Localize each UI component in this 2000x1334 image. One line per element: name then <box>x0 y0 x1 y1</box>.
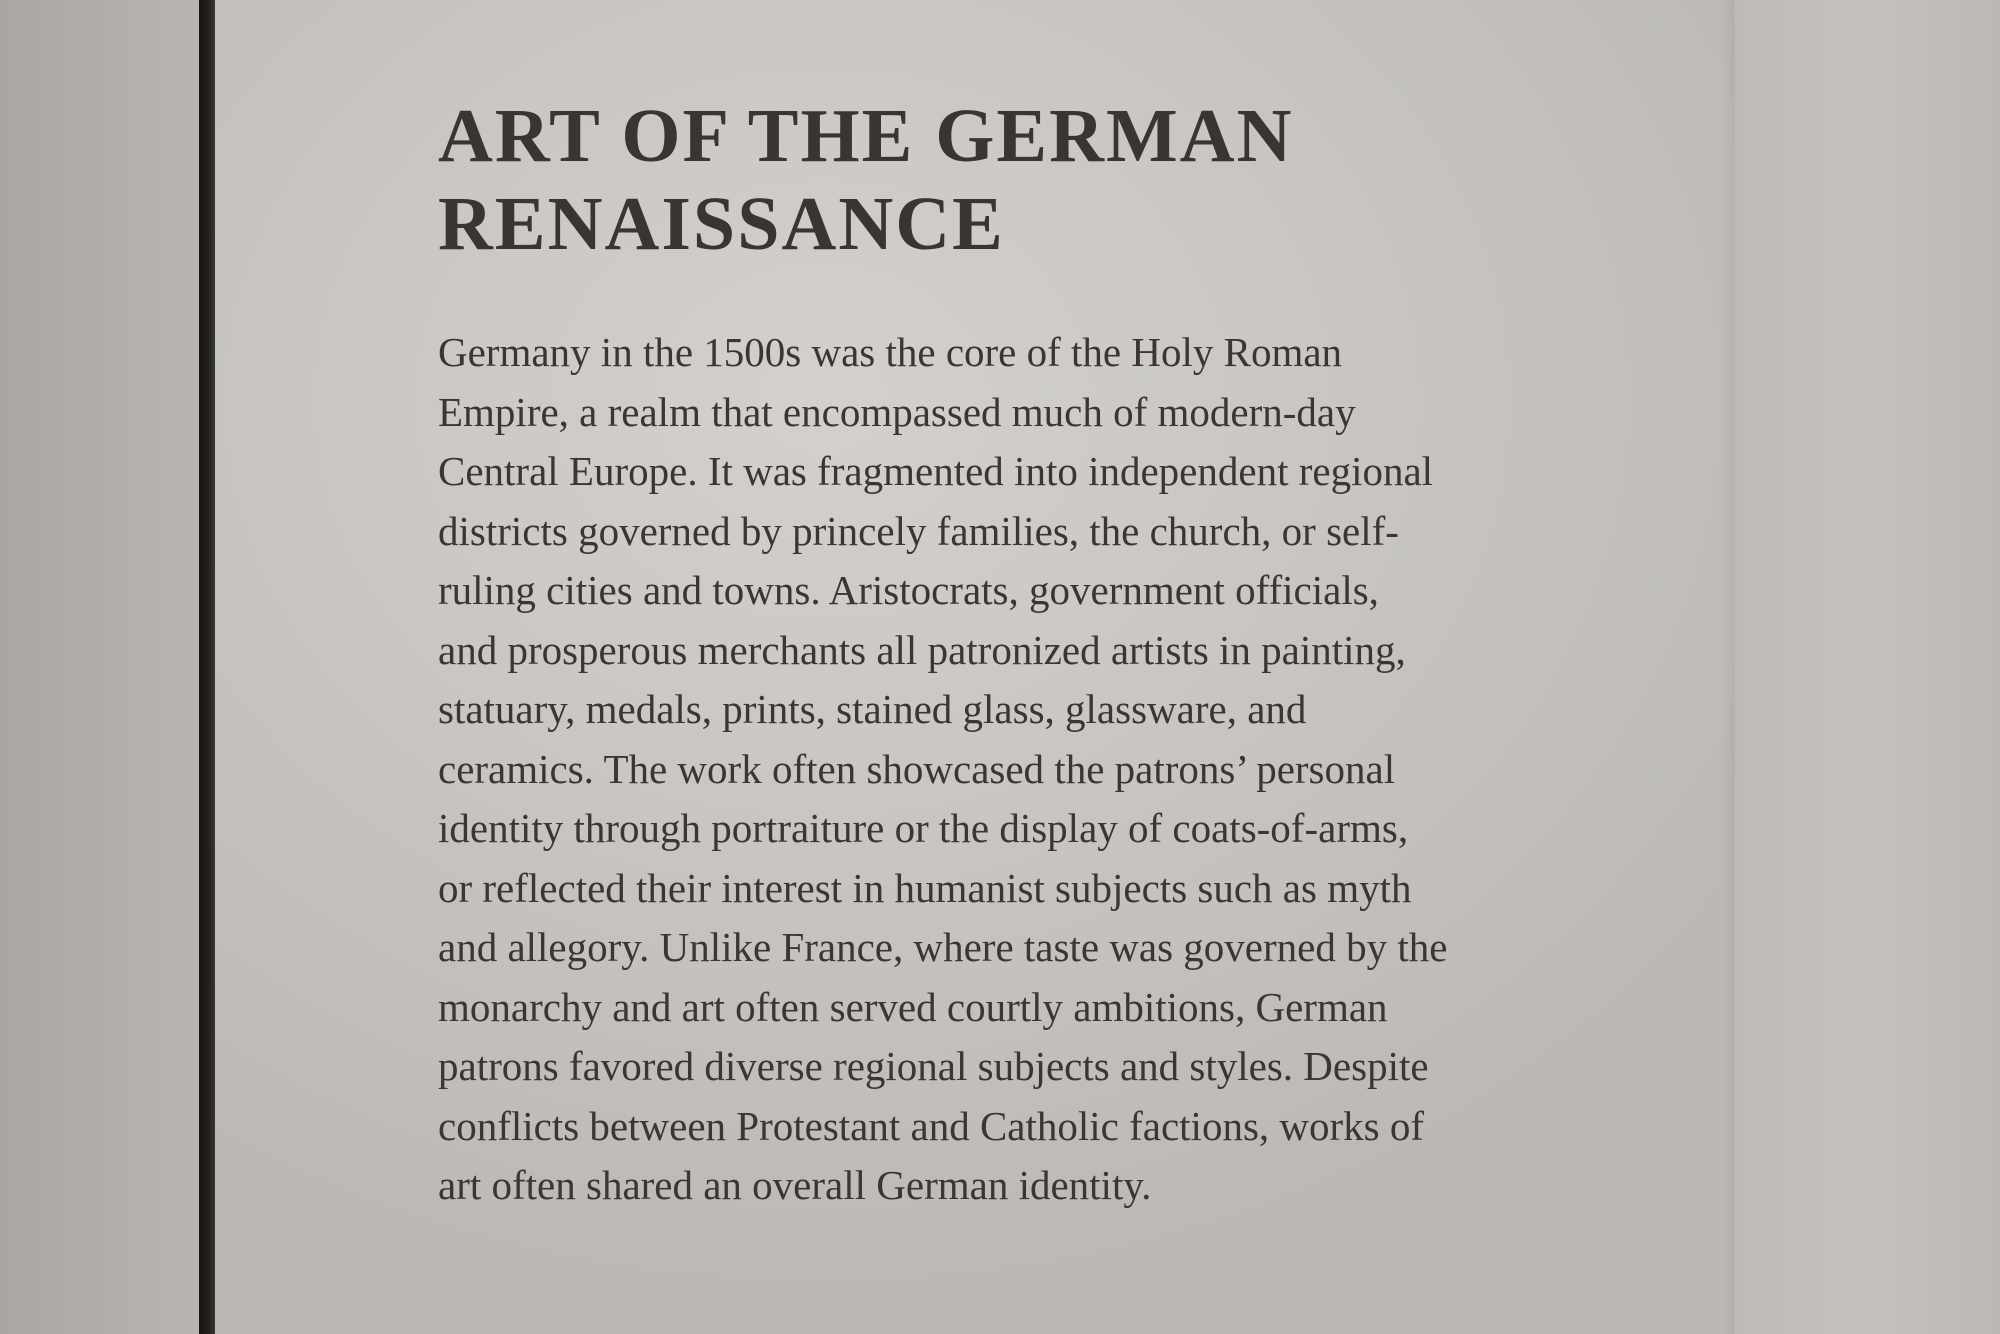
sign-body-line: and allegory. Unlike France, where taste was governed by the <box>438 924 1448 970</box>
sign-body-line: identity through portraiture or the display of coats-of-arms, <box>438 805 1409 851</box>
sign-body <box>438 323 1638 1216</box>
sign-body-line: districts governed by princely families, the church, or self- <box>438 507 1399 554</box>
sign-body-line: monarchy and art often served courtly ambitions, German <box>438 983 1388 1030</box>
sign-body-line: or reflected their interest in humanist subjects such as myth <box>438 864 1412 911</box>
sign-body-line: Central Europe. It was fragmented into independent regional <box>438 448 1434 494</box>
sign-body-line: ceramics. The work often showcased the patrons’ personal <box>438 745 1396 792</box>
panel-edge <box>199 0 215 1334</box>
sign-body-line: and prosperous merchants all patronized artists in painting, <box>438 626 1406 673</box>
wall-right <box>1735 0 2000 1334</box>
sign-body-line: art often shared an overall German identity. <box>438 1162 1152 1208</box>
sign-body-line: conflicts between Protestant and Catholic factions, works of <box>438 1102 1425 1149</box>
sign-body-line: Germany in the 1500s was the core of the Holy Roman <box>438 329 1343 375</box>
sign-body-line: ruling cities and towns. Aristocrats, government officials, <box>438 567 1379 613</box>
sign-title <box>438 92 1438 268</box>
sign-body-line: Empire, a realm that encompassed much of modern-day <box>438 388 1356 435</box>
sign-body-line: statuary, medals, prints, stained glass, glassware, and <box>438 686 1307 732</box>
sign-title-line: RENAISSANCE <box>438 182 1005 266</box>
sign-title-line: ART OF THE GERMAN <box>438 94 1294 178</box>
wall-left <box>0 0 199 1334</box>
sign-body-line: patrons favored diverse regional subjects and styles. Despite <box>438 1043 1429 1089</box>
